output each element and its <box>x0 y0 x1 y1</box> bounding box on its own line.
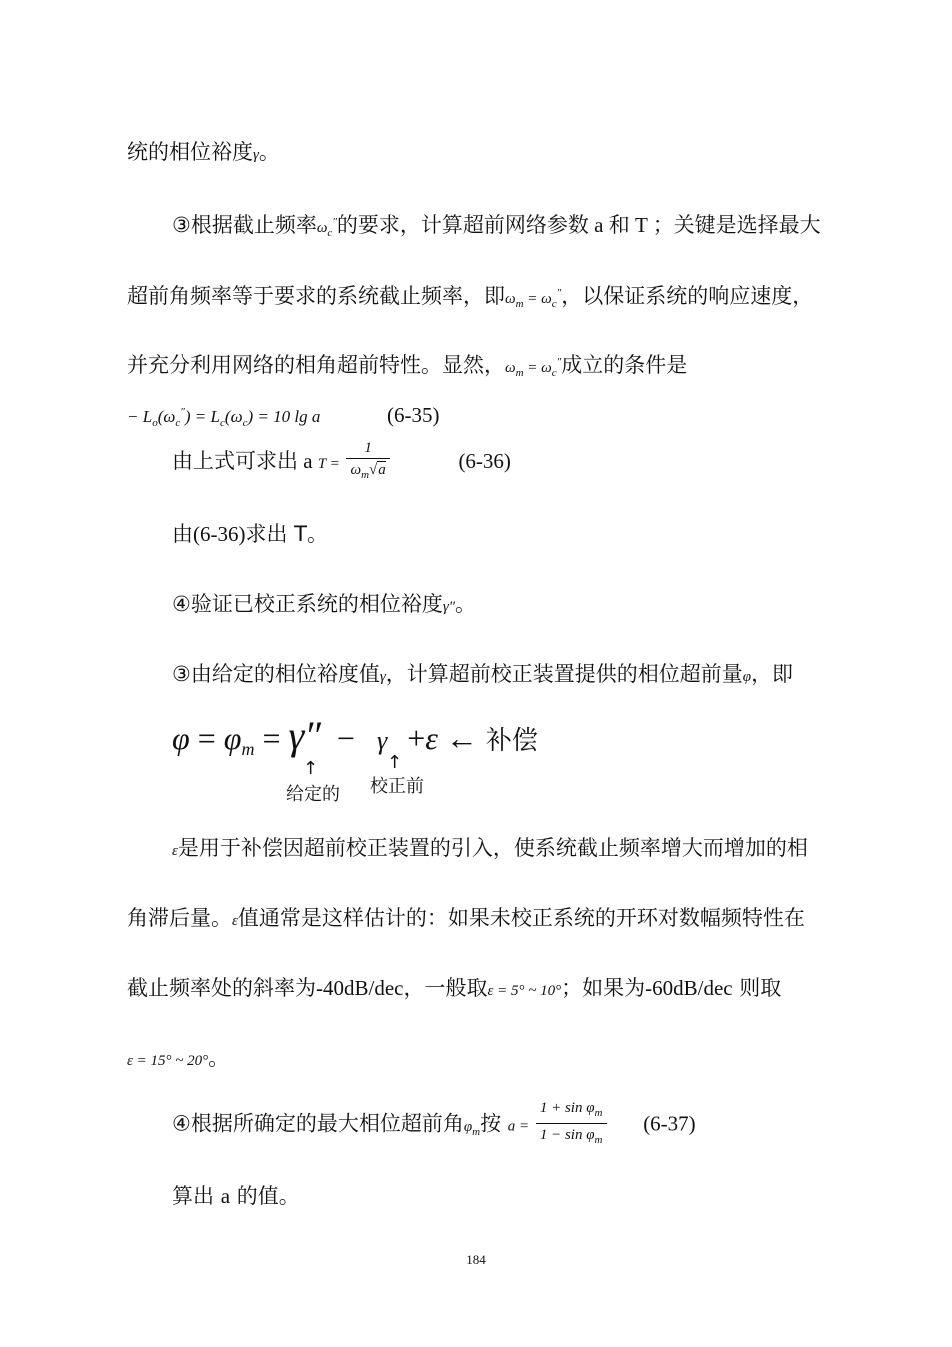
line-1-end: 。 <box>258 140 280 164</box>
line-4-b: 成立的条件是 <box>561 353 688 377</box>
annotation-before-correction: 校正前 <box>370 776 424 796</box>
up-arrow-icon: ↑ <box>303 758 319 779</box>
line-12-b: -40dB/dec <box>316 976 404 1000</box>
line-11-a: 角滞后量。 <box>127 906 232 930</box>
line-8-b: 。 <box>455 592 476 616</box>
epsilon-symbol: ε <box>172 843 178 859</box>
line-12-c: ，一般取 <box>403 976 488 1000</box>
compensation-label: 补偿 <box>485 726 538 756</box>
up-arrow-icon: ↑ <box>387 752 403 773</box>
text-line-4 <box>127 348 687 387</box>
phi-symbol: φ <box>742 669 752 685</box>
line-12-f: 则取 <box>732 976 782 1000</box>
eq-36-number: (6-36) <box>458 449 511 473</box>
line-13-b: 。 <box>208 1046 230 1070</box>
eq-37-fraction: $\frac{1 + \sin \varphi_m}{1 - \sin \varphi_m}$ <box>536 1098 607 1151</box>
omega-c-symbol: $\omega_c''$ <box>316 216 337 239</box>
epsilon-range-1: ε = 5° ~ 10° <box>487 983 562 999</box>
gamma-symbol-2: γ <box>379 669 386 685</box>
eq-phi: φ <box>172 720 190 756</box>
line-7-b: (6-36) <box>193 522 246 546</box>
text-line-10 <box>172 834 808 865</box>
eq-37-number: (6-37) <box>643 1111 696 1136</box>
line-12-e: -60dB/dec <box>645 976 733 1000</box>
text-line-12 <box>127 974 781 1005</box>
equation-6-37 <box>172 1098 696 1157</box>
omega-eq: $\omega_m = \omega_c''$ <box>505 287 562 310</box>
param-a-2: a <box>298 449 318 473</box>
text-line-15 <box>172 1182 300 1210</box>
line-6-a: 由上式可求出 <box>172 449 298 473</box>
eq-37-a: a = <box>507 1118 530 1135</box>
phi-m-symbol: $\varphi_m$ <box>463 1118 481 1138</box>
equation-6-36 <box>172 438 511 487</box>
text-line-1 <box>127 138 280 169</box>
line-2-c: 和 <box>608 213 630 237</box>
line-9-c: ，即 <box>751 662 794 686</box>
line-9-a: ③由给定的相位裕度值 <box>172 662 380 686</box>
param-a: a <box>588 213 609 237</box>
omega-eq-2: $\omega_m = \omega_c''$ <box>505 356 562 379</box>
line-12-a: 截止频率处的斜率为 <box>127 976 316 1000</box>
line-2-b: 的要求，计算超前网络参数 <box>336 213 589 237</box>
line-11-b: 值通常是这样估计的：如果未校正系统的开环对数幅频特性在 <box>237 906 805 930</box>
line-4-a: 并充分利用网络的相角超前特性。显然， <box>127 353 505 377</box>
param-T: T <box>629 213 653 237</box>
text-line-13 <box>127 1044 229 1075</box>
text-line-9 <box>172 660 793 691</box>
line-9-b: ，计算超前校正装置提供的相位超前量 <box>385 662 743 686</box>
gamma-symbol: γ <box>253 147 259 163</box>
eq-36-fraction: $\frac{1}{\omega_m√a}$ <box>346 438 389 486</box>
epsilon-range-2: ε = 15° ~ 20° <box>127 1053 209 1069</box>
annotation-given: 给定的 <box>286 784 340 804</box>
eq-36-T: T = <box>317 456 340 472</box>
text-line-11 <box>127 904 805 935</box>
line-14-b: 按 <box>480 1111 502 1136</box>
gamma-dprime: γ″ <box>442 599 455 615</box>
line-2-d: ；关键是选择最大 <box>652 213 821 237</box>
line-15-a: 算出 <box>172 1184 214 1208</box>
line-7-c: 求出 T。 <box>245 522 328 546</box>
text-line-3 <box>127 279 813 318</box>
line-8-a: ④验证已校正系统的相位裕度 <box>172 592 443 616</box>
text-line-7 <box>172 520 328 548</box>
text-line-8 <box>172 590 476 621</box>
text-line-2 <box>172 208 821 247</box>
line-1-text: 统的相位裕度 <box>127 140 253 164</box>
phase-lead-equation: φ = φm = γ″ − γ +ε ← 补偿 <box>172 713 538 759</box>
page-number: 184 <box>466 1252 486 1267</box>
line-12-d: ；如果为 <box>561 976 646 1000</box>
equation-6-35 <box>127 398 440 437</box>
line-2-a: ③根据截止频率 <box>172 213 317 237</box>
eq-35-number: (6-35) <box>387 403 440 427</box>
eq-35-formula: − $L_o(\omega_c'') = L_c(\omega_c) = 10$ lg a <box>127 406 321 429</box>
epsilon-symbol-2: ε <box>232 913 238 929</box>
line-15-c: 的值。 <box>230 1184 300 1208</box>
line-3-a: 超前角频率等于要求的系统截止频率，即 <box>127 284 505 308</box>
line-15-b: a <box>220 1184 231 1208</box>
line-3-b: ，以保证系统的响应速度， <box>561 284 814 308</box>
line-14-a: ④根据所确定的最大相位超前角 <box>172 1111 464 1136</box>
line-7-a: 由 <box>172 522 193 546</box>
line-10-b: 是用于补偿因超前校正装置的引入，使系统截止频率增大而增加的相 <box>177 836 808 860</box>
